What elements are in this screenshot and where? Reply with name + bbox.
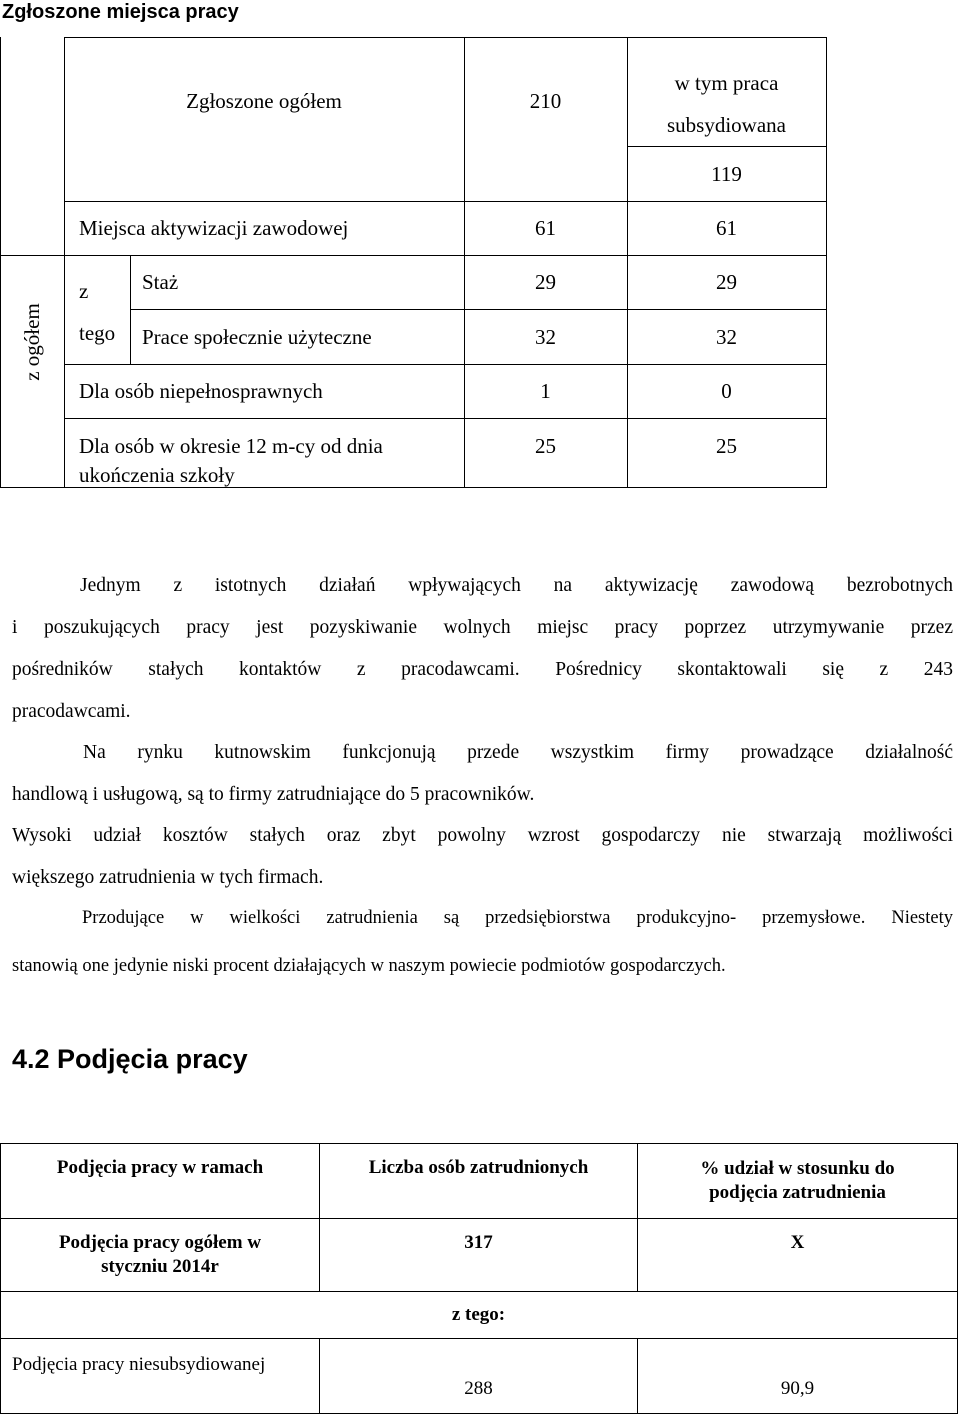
paragraph-3-line-1: Wysoki udział kosztów stałych oraz zbyt powolny wzrost gospodarczy nie stwarzają możliwości bbox=[12, 825, 953, 846]
row-total-count: 317 bbox=[464, 1231, 493, 1253]
paragraph-2-line-1: Na rynku kutnowskim funkcjonują przede wszystkim firmy prowadzące działalność bbox=[83, 742, 953, 763]
paragraph-1-line-3: pośredników stałych kontaktów z pracodawcami. Pośrednicy skontaktowali się z 243 bbox=[12, 659, 953, 680]
row-subsidized-public-works: 32 bbox=[716, 324, 737, 349]
row-subsidized-staz: 29 bbox=[716, 270, 737, 294]
section-heading: 4.2 Podjęcia pracy bbox=[12, 1044, 248, 1074]
header-subsidized-value: 119 bbox=[711, 161, 742, 186]
row-total-disabled: 1 bbox=[540, 379, 551, 403]
row-subsidized-graduates: 25 bbox=[716, 434, 737, 458]
z-tego-label: z tego bbox=[79, 279, 116, 345]
header-subsidized-label: w tym praca subsydiowana bbox=[667, 71, 786, 137]
row-unsubsidized-share: 90,9 bbox=[780, 1378, 815, 1399]
top-heading: Zgłoszone miejsca pracy bbox=[2, 1, 239, 23]
paragraph-1-line-2: i poszukujących pracy jest pozyskiwanie wolnych miejsc pracy poprzez utrzymywanie przez bbox=[12, 617, 953, 638]
side-label-z-ogolem: z ogółem bbox=[20, 303, 44, 381]
paragraph-3-line-2: większego zatrudnienia w tych firmach. bbox=[12, 867, 324, 888]
header-share: % udział w stosunku do podjęcia zatrudnienia bbox=[700, 1158, 895, 1203]
row-unsubsidized-count: 288 bbox=[464, 1378, 493, 1399]
row-label-graduates: Dla osób w okresie 12 m-cy od dnia ukończenia szkoły bbox=[79, 434, 383, 487]
row-label-unsubsidized: Podjęcia pracy niesubsydiowanej bbox=[12, 1354, 266, 1375]
row-total-graduates: 25 bbox=[535, 434, 556, 458]
row-label-disabled: Dla osób niepełnosprawnych bbox=[79, 379, 323, 403]
row-subsidized-activation: 61 bbox=[716, 216, 737, 240]
z-tego-subheader: z tego: bbox=[451, 1304, 506, 1325]
row-label-public-works: Prace społecznie użyteczne bbox=[142, 324, 372, 349]
row-total-activation: 61 bbox=[535, 216, 556, 240]
header-total-value: 210 bbox=[529, 89, 562, 113]
row-total-share: X bbox=[790, 1231, 805, 1253]
paragraph-4-line-1: Przodujące w wielkości zatrudnienia są przedsiębiorstwa produkcyjno- przemysłowe. Niestety bbox=[82, 908, 953, 928]
paragraph-1-line-4: pracodawcami. bbox=[12, 701, 131, 722]
header-label-total: Zgłoszone ogółem bbox=[186, 89, 342, 113]
row-total-staz: 29 bbox=[535, 270, 556, 294]
row-total-public-works: 32 bbox=[535, 324, 556, 349]
row-subsidized-disabled: 0 bbox=[721, 379, 732, 403]
row-label-staz: Staż bbox=[142, 270, 179, 294]
row-label-activation: Miejsca aktywizacji zawodowej bbox=[79, 216, 349, 240]
paragraph-4-line-2: stanowią one jedynie niski procent działających w naszym powiecie podmiotów gospodarczych. bbox=[12, 956, 726, 976]
row-label-total-january: Podjęcia pracy ogółem w styczniu 2014r bbox=[58, 1232, 262, 1277]
header-employed-count: Liczba osób zatrudnionych bbox=[368, 1157, 589, 1178]
paragraph-2-line-2: handlową i usługową, są to firmy zatrudniające do 5 pracowników. bbox=[12, 784, 535, 805]
header-placement-type: Podjęcia pracy w ramach bbox=[56, 1157, 264, 1178]
paragraph-1-line-1: Jednym z istotnych działań wpływających na aktywizację zawodową bezrobotnych bbox=[80, 575, 953, 596]
